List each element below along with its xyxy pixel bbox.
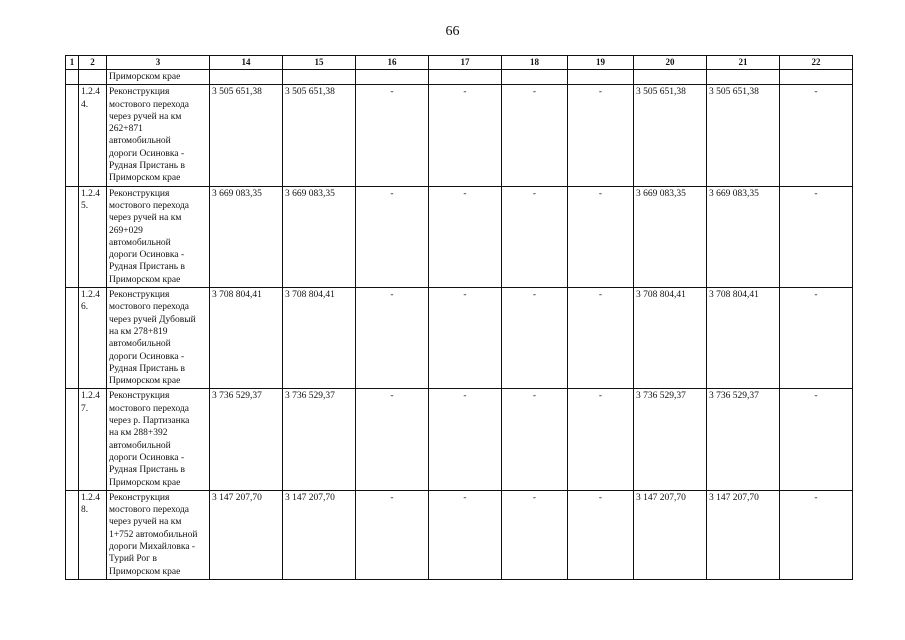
cell-16: -: [356, 288, 429, 389]
cell-17: -: [429, 85, 502, 186]
cell-19: -: [568, 186, 634, 287]
cell-19: -: [568, 389, 634, 490]
col-header: 18: [502, 56, 568, 70]
page-number: 66: [445, 24, 460, 39]
cell-14: 3 708 804,41: [210, 288, 283, 389]
empty-cell: [66, 186, 79, 287]
cell-17: -: [429, 186, 502, 287]
cell-21: 3 708 804,41: [707, 288, 780, 389]
budget-table: [65, 55, 853, 580]
cell-22: -: [780, 288, 853, 389]
row-code: 1.2.4 4.: [79, 85, 107, 186]
table-row: [66, 490, 853, 579]
cell-16: -: [356, 389, 429, 490]
cell-14: 3 147 207,70: [210, 490, 283, 579]
cell-22: -: [780, 85, 853, 186]
cell-14: 3 736 529,37: [210, 389, 283, 490]
row-name: Реконструкция мостового перехода через ручей на км 262+871 автомобильной дороги Осиновка - Рудная Пристань в Приморском крае: [107, 85, 210, 186]
empty-cell: [66, 389, 79, 490]
cell-16: -: [356, 85, 429, 186]
row-code: 1.2.4 8.: [79, 490, 107, 579]
col-header: 20: [634, 56, 707, 70]
table-row: [66, 85, 853, 186]
cell-22: -: [780, 490, 853, 579]
cell-17: -: [429, 288, 502, 389]
continuation-text: Приморском крае: [107, 70, 210, 85]
empty-cell: [66, 288, 79, 389]
table-row: [66, 389, 853, 490]
cell-21: 3 505 651,38: [707, 85, 780, 186]
cell-15: 3 505 651,38: [283, 85, 356, 186]
header-row: [66, 56, 853, 70]
cell-15: 3 669 083,35: [283, 186, 356, 287]
cell-20: 3 147 207,70: [634, 490, 707, 579]
cell-19: -: [568, 288, 634, 389]
cell-16: -: [356, 186, 429, 287]
cell-15: 3 736 529,37: [283, 389, 356, 490]
cell-14: 3 505 651,38: [210, 85, 283, 186]
row-name: Реконструкция мостового перехода через р. Партизанка на км 288+392 автомобильной дороги Осиновка - Рудная Пристань в Приморском крае: [107, 389, 210, 490]
col-header: 16: [356, 56, 429, 70]
col-header: 19: [568, 56, 634, 70]
row-name: Реконструкция мостового перехода через ручей Дубовый на км 278+819 автомобильной дороги Осиновка - Рудная Пристань в Приморском крае: [107, 288, 210, 389]
col-header: 3: [107, 56, 210, 70]
col-header: 1: [66, 56, 79, 70]
col-header: 17: [429, 56, 502, 70]
empty-cell: [66, 85, 79, 186]
cell-20: 3 736 529,37: [634, 389, 707, 490]
cell-20: 3 669 083,35: [634, 186, 707, 287]
cell-20: 3 708 804,41: [634, 288, 707, 389]
col-header: 15: [283, 56, 356, 70]
cell-18: -: [502, 490, 568, 579]
cell-21: 3 669 083,35: [707, 186, 780, 287]
cell-19: -: [568, 490, 634, 579]
row-name: Реконструкция мостового перехода через ручей на км 1+752 автомобильной дороги Михайловка - Турий Рог в Приморском крае: [107, 490, 210, 579]
cell-14: 3 669 083,35: [210, 186, 283, 287]
row-name: Реконструкция мостового перехода через ручей на км 269+029 автомобильной дороги Осиновка - Рудная Пристань в Приморском крае: [107, 186, 210, 287]
cell-15: 3 708 804,41: [283, 288, 356, 389]
cell-22: -: [780, 389, 853, 490]
empty-cell: [66, 490, 79, 579]
col-header: 2: [79, 56, 107, 70]
continuation-row: [66, 70, 853, 85]
table-row: [66, 186, 853, 287]
cell-17: -: [429, 490, 502, 579]
cell-21: 3 736 529,37: [707, 389, 780, 490]
row-code: 1.2.4 5.: [79, 186, 107, 287]
cell-22: -: [780, 186, 853, 287]
cell-18: -: [502, 85, 568, 186]
cell-18: -: [502, 389, 568, 490]
row-code: 1.2.4 6.: [79, 288, 107, 389]
cell-18: -: [502, 186, 568, 287]
cell-16: -: [356, 490, 429, 579]
cell-15: 3 147 207,70: [283, 490, 356, 579]
cell-18: -: [502, 288, 568, 389]
cell-17: -: [429, 389, 502, 490]
cell-19: -: [568, 85, 634, 186]
col-header: 14: [210, 56, 283, 70]
cell-20: 3 505 651,38: [634, 85, 707, 186]
cell-21: 3 147 207,70: [707, 490, 780, 579]
table-row: [66, 288, 853, 389]
row-code: 1.2.4 7.: [79, 389, 107, 490]
col-header: 22: [780, 56, 853, 70]
col-header: 21: [707, 56, 780, 70]
